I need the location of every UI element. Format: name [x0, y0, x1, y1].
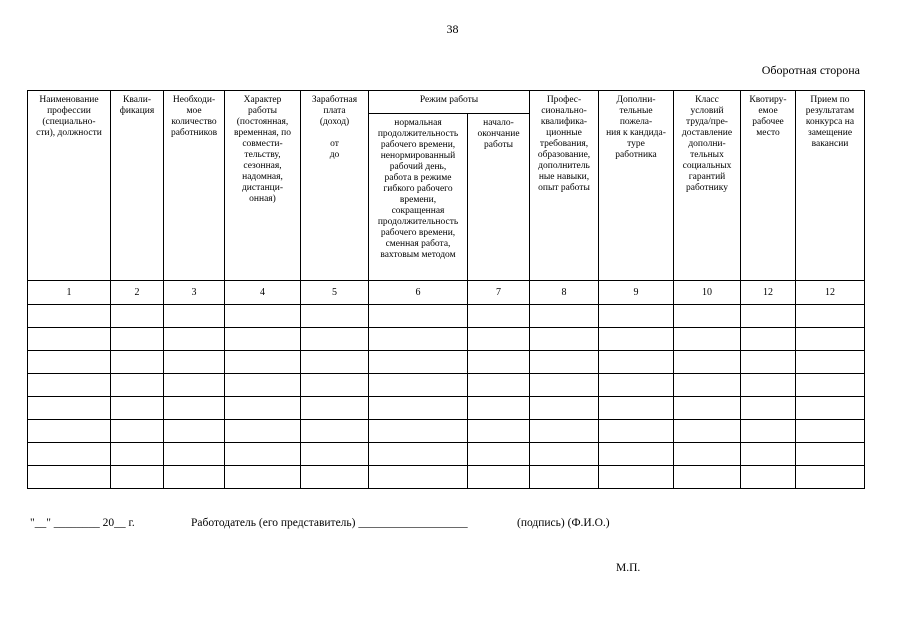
- table-cell[interactable]: [599, 328, 674, 351]
- table-cell[interactable]: [164, 328, 225, 351]
- table-cell[interactable]: [111, 374, 164, 397]
- table-row: [28, 443, 865, 466]
- table-cell[interactable]: [599, 374, 674, 397]
- table-cell[interactable]: [28, 374, 111, 397]
- table-cell[interactable]: [164, 351, 225, 374]
- table-cell[interactable]: [301, 466, 369, 489]
- table-cell[interactable]: [28, 443, 111, 466]
- header-requirements: Профес- сионально- квалифика- ционные требования, образование, дополнитель ные навыки, опыт работы: [530, 91, 599, 281]
- column-number: 4: [225, 281, 301, 305]
- table-cell[interactable]: [301, 443, 369, 466]
- column-number-row: [28, 281, 865, 305]
- header-schedule-normal: нормальная продолжительность рабочего времени, ненормированный рабочий день, работа в режиме гибкого рабочего времени, сокращенная продолжительность рабочего времени, сменная работа, вахтовым методом: [369, 114, 468, 281]
- table-cell[interactable]: [225, 351, 301, 374]
- header-work-schedule: Режим работы: [369, 91, 530, 114]
- table-cell[interactable]: [225, 374, 301, 397]
- column-number: 5: [301, 281, 369, 305]
- table-cell[interactable]: [369, 397, 468, 420]
- table-cell[interactable]: [741, 305, 796, 328]
- table-cell[interactable]: [468, 374, 530, 397]
- table-cell[interactable]: [28, 305, 111, 328]
- table-cell[interactable]: [674, 328, 741, 351]
- column-number: 1: [28, 281, 111, 305]
- table-cell[interactable]: [164, 397, 225, 420]
- table-cell[interactable]: [301, 397, 369, 420]
- page-number: 38: [446, 22, 459, 36]
- signature-caption: (подпись) (Ф.И.О.): [517, 517, 610, 529]
- table-cell[interactable]: [741, 351, 796, 374]
- table-cell[interactable]: [225, 305, 301, 328]
- table-cell[interactable]: [164, 374, 225, 397]
- table-cell[interactable]: [468, 328, 530, 351]
- table-cell[interactable]: [369, 420, 468, 443]
- employer-signature-field: Работодатель (его представитель) ___________________: [191, 517, 468, 529]
- table-row: [28, 420, 865, 443]
- table-cell[interactable]: [369, 466, 468, 489]
- table-cell[interactable]: [796, 397, 865, 420]
- table-cell[interactable]: [796, 466, 865, 489]
- table-cell[interactable]: [674, 420, 741, 443]
- table-cell[interactable]: [741, 443, 796, 466]
- column-number: 6: [369, 281, 468, 305]
- table-cell[interactable]: [674, 443, 741, 466]
- table-cell[interactable]: [468, 466, 530, 489]
- column-number: 12: [796, 281, 865, 305]
- table-cell[interactable]: [468, 397, 530, 420]
- table-cell[interactable]: [674, 397, 741, 420]
- header-competition: Прием по результатам конкурса на замещение вакансии: [796, 91, 865, 281]
- date-field: "__" ________ 20__ г.: [30, 517, 135, 529]
- table-cell[interactable]: [369, 443, 468, 466]
- table-cell[interactable]: [796, 351, 865, 374]
- table-cell[interactable]: [225, 328, 301, 351]
- column-number: 2: [111, 281, 164, 305]
- header-wishes: Дополни- тельные пожела- ния к кандида- туре работника: [599, 91, 674, 281]
- table-cell[interactable]: [530, 374, 599, 397]
- table-row: [28, 374, 865, 397]
- table-cell[interactable]: [111, 466, 164, 489]
- table-cell[interactable]: [599, 305, 674, 328]
- table-row: [28, 328, 865, 351]
- table-cell[interactable]: [369, 374, 468, 397]
- table-cell[interactable]: [796, 443, 865, 466]
- table-row: [28, 466, 865, 489]
- table-cell[interactable]: [301, 374, 369, 397]
- table-cell[interactable]: [369, 328, 468, 351]
- table-cell[interactable]: [301, 351, 369, 374]
- column-number: 3: [164, 281, 225, 305]
- table-cell[interactable]: [28, 328, 111, 351]
- table-cell[interactable]: [530, 466, 599, 489]
- table-cell[interactable]: [530, 443, 599, 466]
- table-cell[interactable]: [530, 328, 599, 351]
- table-cell[interactable]: [599, 351, 674, 374]
- table-cell[interactable]: [111, 420, 164, 443]
- table-cell[interactable]: [225, 420, 301, 443]
- table-cell[interactable]: [164, 305, 225, 328]
- table-cell[interactable]: [741, 420, 796, 443]
- table-cell[interactable]: [599, 443, 674, 466]
- table-row: [28, 351, 865, 374]
- header-quota: Квотиру- емое рабочее место: [741, 91, 796, 281]
- table-cell[interactable]: [111, 443, 164, 466]
- table-cell[interactable]: [111, 328, 164, 351]
- table-cell[interactable]: [530, 351, 599, 374]
- table-cell[interactable]: [369, 305, 468, 328]
- vacancy-table: [27, 90, 865, 489]
- column-number: 10: [674, 281, 741, 305]
- table-cell[interactable]: [674, 305, 741, 328]
- table-cell[interactable]: [530, 305, 599, 328]
- table-cell[interactable]: [164, 466, 225, 489]
- table-cell[interactable]: [468, 305, 530, 328]
- table-cell[interactable]: [741, 374, 796, 397]
- column-number: 8: [530, 281, 599, 305]
- header-required-count: Необходи- мое количество работников: [164, 91, 225, 281]
- table-cell[interactable]: [741, 466, 796, 489]
- table-cell[interactable]: [530, 397, 599, 420]
- table-cell[interactable]: [468, 351, 530, 374]
- column-number: 12: [741, 281, 796, 305]
- table-cell[interactable]: [741, 397, 796, 420]
- table-cell[interactable]: [28, 397, 111, 420]
- header-working-conditions: Класс условий труда/пре- доставление дополни- тельных социальных гарантий работнику: [674, 91, 741, 281]
- header-row: [28, 91, 865, 114]
- table-cell[interactable]: [796, 374, 865, 397]
- header-schedule-start-end: начало- окончание работы: [468, 114, 530, 281]
- table-cell[interactable]: [164, 443, 225, 466]
- table-cell[interactable]: [301, 305, 369, 328]
- table-cell[interactable]: [599, 420, 674, 443]
- table-cell[interactable]: [111, 305, 164, 328]
- column-number: 7: [468, 281, 530, 305]
- table-cell[interactable]: [468, 443, 530, 466]
- table-cell[interactable]: [674, 374, 741, 397]
- table-cell[interactable]: [530, 420, 599, 443]
- table-cell[interactable]: [369, 351, 468, 374]
- header-work-type: Характер работы (постоянная, временная, по совмести- тельству, сезонная, надомная, дистанци- онная): [225, 91, 301, 281]
- stamp-placeholder: М.П.: [616, 562, 641, 574]
- table-cell[interactable]: [796, 420, 865, 443]
- table-cell[interactable]: [225, 443, 301, 466]
- table-cell[interactable]: [796, 328, 865, 351]
- table-cell[interactable]: [674, 466, 741, 489]
- table-cell[interactable]: [599, 397, 674, 420]
- table-cell[interactable]: [225, 397, 301, 420]
- table-cell[interactable]: [741, 328, 796, 351]
- table-cell[interactable]: [111, 351, 164, 374]
- table-cell[interactable]: [28, 466, 111, 489]
- table-cell[interactable]: [674, 351, 741, 374]
- table-cell[interactable]: [301, 420, 369, 443]
- table-cell[interactable]: [468, 420, 530, 443]
- header-salary: Заработная плата (доход) от до: [301, 91, 369, 281]
- table-cell[interactable]: [301, 328, 369, 351]
- table-row: [28, 305, 865, 328]
- table-cell[interactable]: [796, 305, 865, 328]
- column-number: 9: [599, 281, 674, 305]
- header-profession: Наименование профессии (специально- сти), должности: [28, 91, 111, 281]
- table-cell[interactable]: [599, 466, 674, 489]
- table-cell[interactable]: [164, 420, 225, 443]
- table-row: [28, 397, 865, 420]
- header-qualification: Квали- фикация: [111, 91, 164, 281]
- table-cell[interactable]: [111, 397, 164, 420]
- table-cell[interactable]: [28, 420, 111, 443]
- table-cell[interactable]: [28, 351, 111, 374]
- table-cell[interactable]: [225, 466, 301, 489]
- reverse-side-label: Оборотная сторона: [761, 63, 860, 77]
